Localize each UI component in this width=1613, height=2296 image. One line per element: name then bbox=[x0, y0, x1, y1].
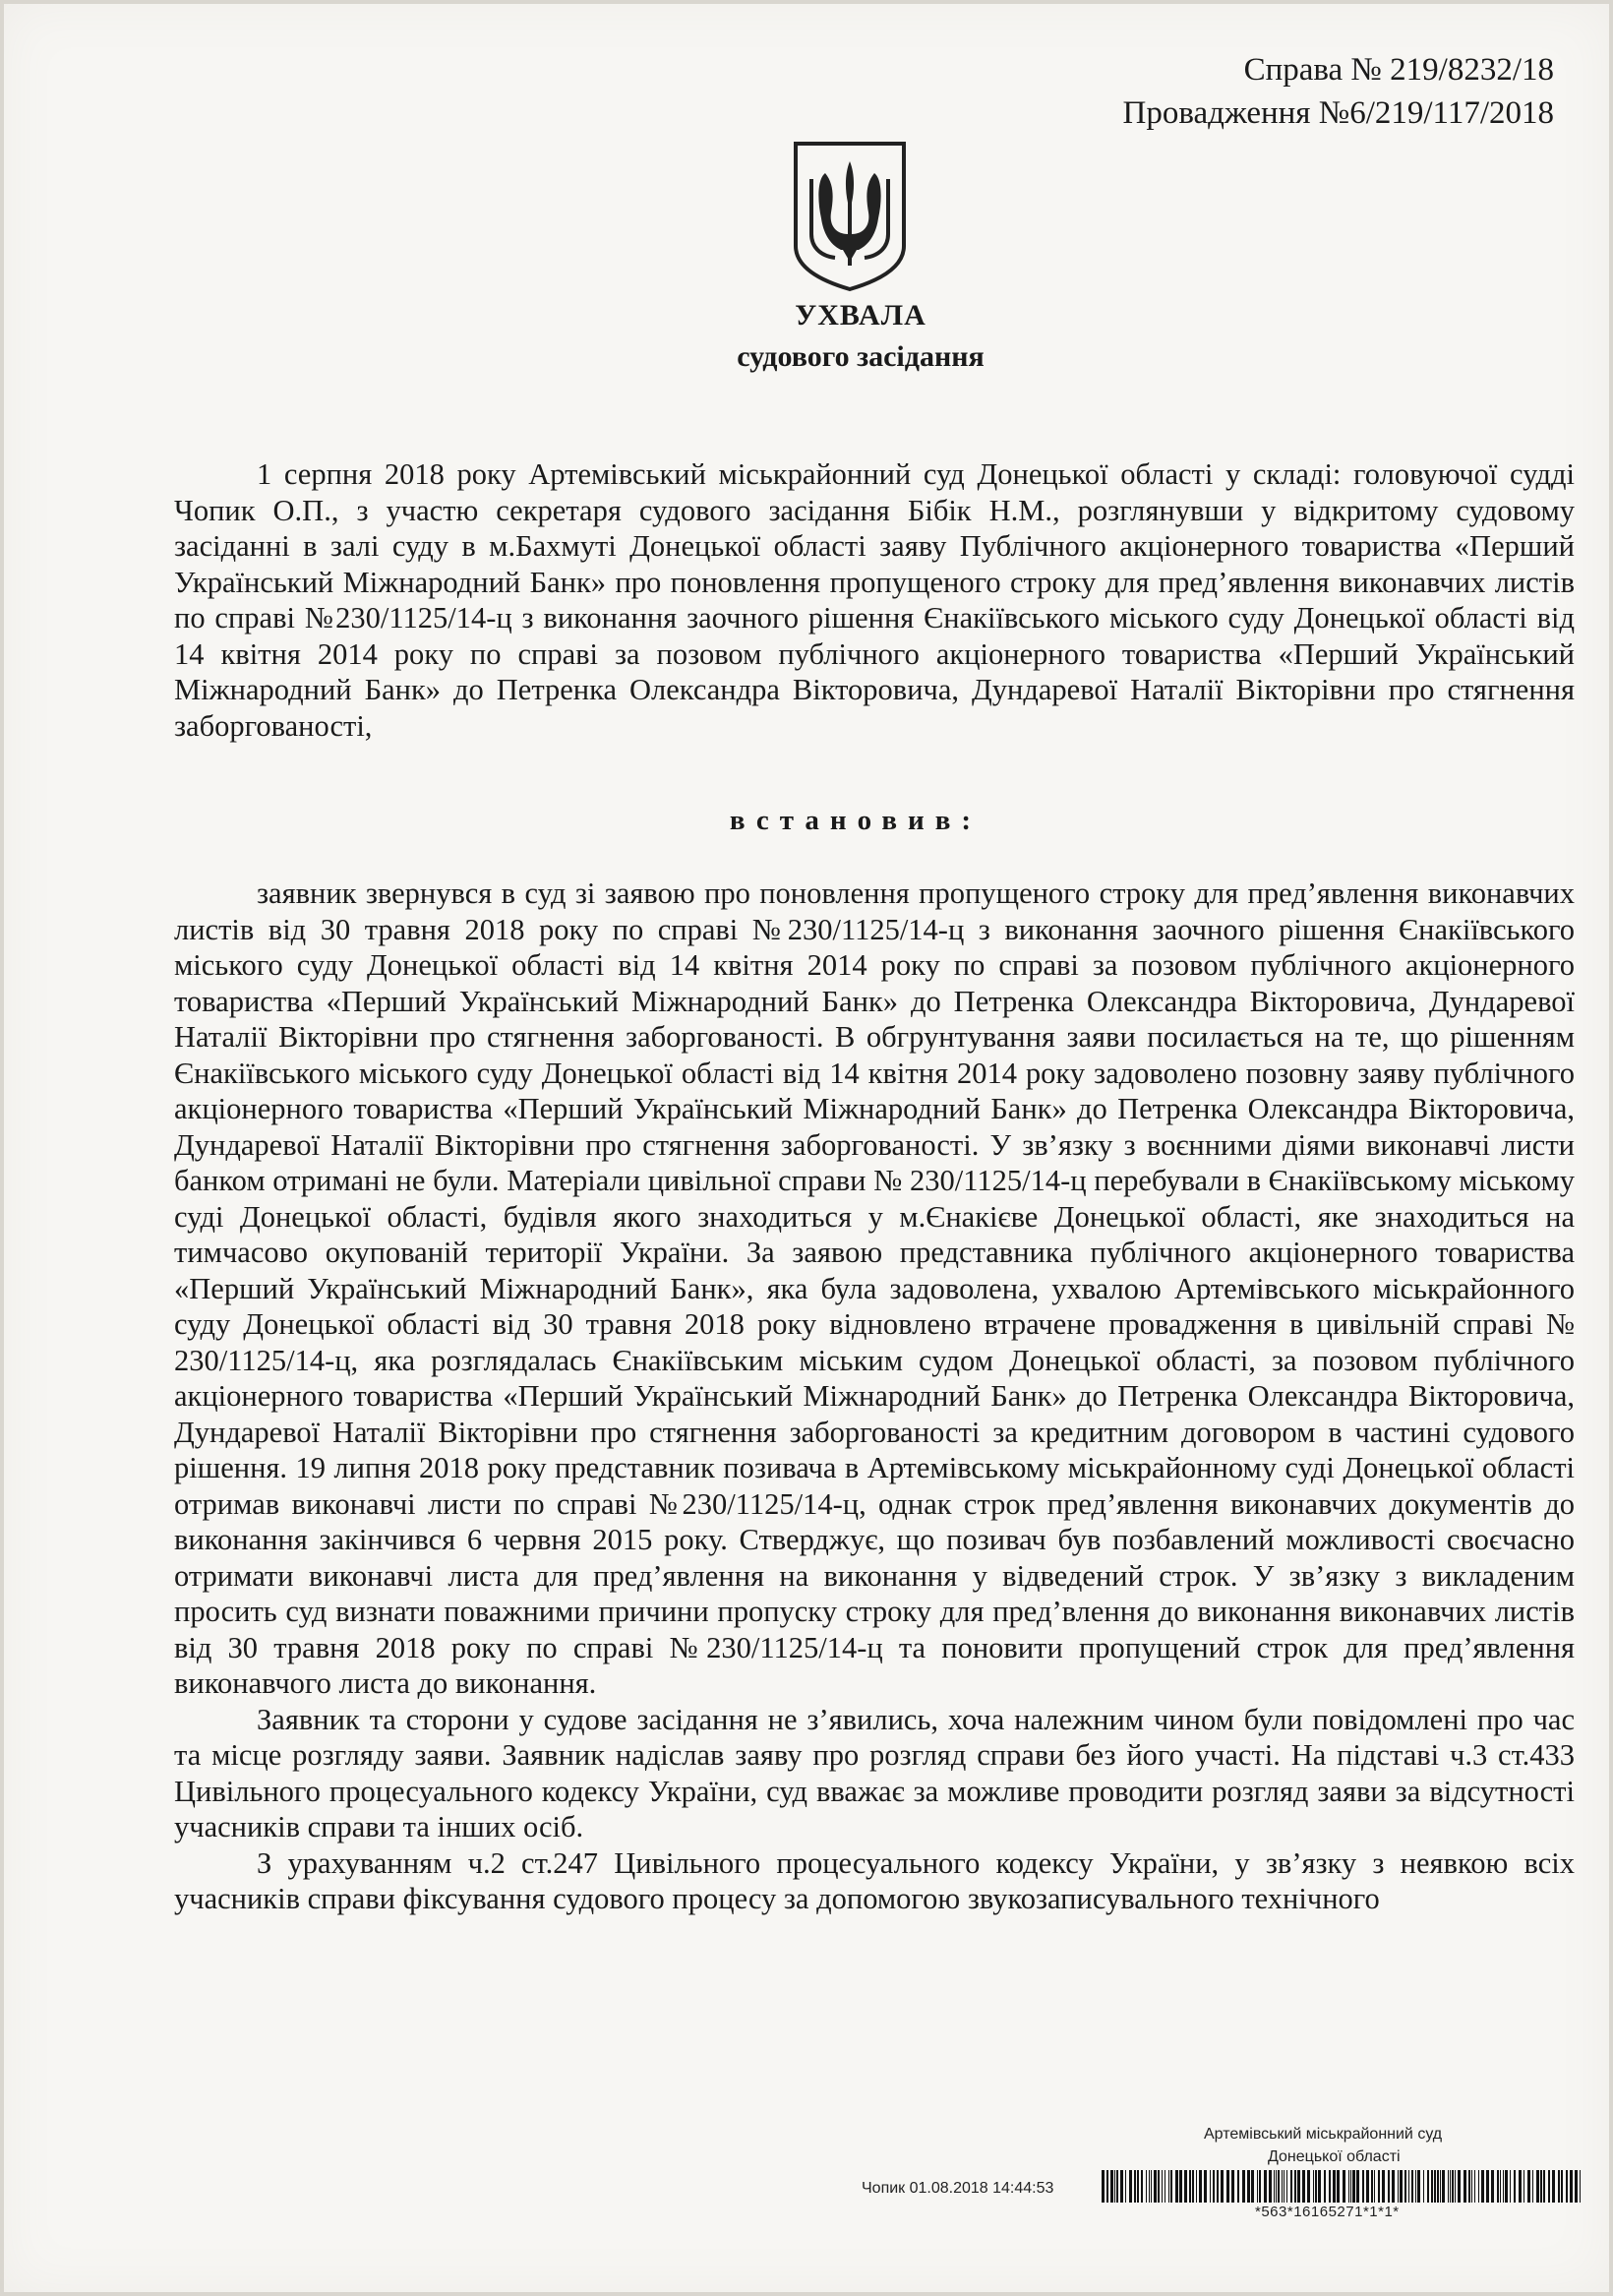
findings-paragraph-1: заявник звернувся в суд зі заявою про поновлення пропущеного строку для пред’явлення виконавчих листів від 30 травня 2018 року по справі №230/1125/14-ц з виконання заочного рішення Єнакіївського міського суду Донецької області від 14 квітня 2014 року по справі за позовом публічного акціонерного товариства «Перший Український Міжнародний Банк» до Петренка Олександра Вікторовича, Дундаревої Наталії Вікторівни про стягнення заборгованості. В обгрунтування заяви посилається на те, що рішенням Єнакіївського міського суду Донецької області від 14 квітня 2014 року задоволено позовну заяву публічного акціонерного товариства «Перший Український Міжнародний Банк» до Петренка Олександра Вікторовича, Дундаревої Наталії Вікторівни про стягнення заборгованості. У зв’язку з воєнними діями виконавчі листи банком отримані не були. Матеріали цивільної справи № 230/1125/14-ц перебували в Єнакіївському міському суді Донецької області, будівля якого знаходиться у м.Єнакієве Донецької області, яке знаходиться на тимчасово окупованій території України. За заявою представника публічного акціонерного товариства «Перший Український Міжнародний Банк», яка була задоволена, ухвалою Артемівського міськрайонного суду Донецької області від 30 травня 2018 року відновлено втрачене провадження в цивільній справі № 230/1125/14-ц, яка розглядалась Єнакіївським міським судом Донецької області, за позовом публічного акціонерного товариства «Перший Український Міжнародний Банк» до Петренка Олександра Вікторовича, Дундаревої Наталії Вікторівни про стягнення заборгованості за кредитним договором в частині судового рішення. 19 липня 2018 року представник позивача в Артемівському міськрайонному суді Донецької області отримав виконавчі листи по справі №230/1125/14-ц, однак строк пред’явлення виконавчих документів до виконання закінчився 6 червня 2015 року. Стверджує, що позивач був позбавлений можливості своєчасно отримати виконавчі листа для пред’явлення на виконання у відведений строк. У зв’язку з викладеним просить суд визнати поважними причини пропуску строку для пред’влення до виконання виконавчих листів від 30 травня 2018 року по справі №230/1125/14-ц та поновити пропущений строк для пред’явлення виконавчого листа до виконання. bbox=[174, 876, 1575, 1700]
barcode-bar bbox=[1343, 2170, 1345, 2203]
barcode-bar bbox=[1382, 2170, 1385, 2203]
barcode-bar bbox=[1558, 2170, 1560, 2203]
barcode-bar bbox=[1116, 2170, 1118, 2203]
barcode-bar bbox=[1114, 2170, 1115, 2203]
barcode-bar bbox=[1510, 2170, 1511, 2203]
barcode-bar bbox=[1324, 2170, 1326, 2203]
barcode-bar bbox=[1318, 2170, 1321, 2203]
barcode-bar bbox=[1247, 2170, 1250, 2203]
barcode-bar bbox=[1366, 2170, 1369, 2203]
barcode-bar bbox=[1458, 2170, 1461, 2203]
barcode-bar bbox=[1415, 2170, 1416, 2203]
barcode-bar bbox=[1106, 2170, 1108, 2203]
barcode-bar bbox=[1481, 2170, 1484, 2203]
intro-paragraph bbox=[174, 456, 1575, 744]
barcode-bar bbox=[1162, 2170, 1163, 2203]
barcode-bar bbox=[1374, 2170, 1375, 2203]
barcode-bar bbox=[1450, 2170, 1451, 2203]
barcode-bar bbox=[1102, 2170, 1105, 2203]
stamp-signer-datetime: Чопик 01.08.2018 14:44:53 bbox=[862, 2180, 1054, 2197]
barcode-bar bbox=[1434, 2170, 1436, 2203]
stamp-court-region: Донецької області bbox=[1268, 2148, 1401, 2165]
barcode-bar bbox=[1411, 2170, 1413, 2203]
barcode-bar bbox=[1129, 2170, 1132, 2203]
barcode-bar bbox=[1548, 2170, 1550, 2203]
barcode-bar bbox=[1417, 2170, 1420, 2203]
barcode-bar bbox=[1371, 2170, 1373, 2203]
barcode-bar bbox=[1431, 2170, 1433, 2203]
barcode-bar bbox=[1231, 2170, 1234, 2203]
barcode-bar bbox=[1348, 2170, 1349, 2203]
barcode-bar bbox=[1392, 2170, 1395, 2203]
barcode-text: *563*16165271*1*1* bbox=[1255, 2204, 1400, 2220]
barcode-bar bbox=[1196, 2170, 1197, 2203]
barcode-bar bbox=[1297, 2170, 1300, 2203]
barcode-bar bbox=[1269, 2170, 1272, 2203]
barcode-bar bbox=[1149, 2170, 1150, 2203]
barcode-bar bbox=[1350, 2170, 1351, 2203]
barcode-bar bbox=[1120, 2170, 1123, 2203]
findings-section bbox=[174, 876, 1575, 1917]
barcode-bar bbox=[1179, 2170, 1182, 2203]
barcode-bar bbox=[1362, 2170, 1364, 2203]
barcode-bar bbox=[1536, 2170, 1539, 2203]
document-title: УХВАЛА bbox=[795, 299, 926, 332]
barcode-bar bbox=[1540, 2170, 1542, 2203]
barcode-bar bbox=[1221, 2170, 1224, 2203]
barcode-bar bbox=[1154, 2170, 1157, 2203]
barcode-bar bbox=[1352, 2170, 1355, 2203]
barcode-bar bbox=[1204, 2170, 1207, 2203]
barcode-bar bbox=[1491, 2170, 1494, 2203]
barcode-bar bbox=[1134, 2170, 1136, 2203]
barcode-bar bbox=[1290, 2170, 1292, 2203]
barcode-bar bbox=[1146, 2170, 1147, 2203]
barcode-bar bbox=[1378, 2170, 1380, 2203]
barcode-bar bbox=[1561, 2170, 1563, 2203]
barcode-icon bbox=[1102, 2170, 1585, 2203]
barcode-bar bbox=[1282, 2170, 1283, 2203]
findings-paragraph-3: З урахуванням ч.2 ст.247 Цивільного процесуального кодексу України, у зв’язку з неявкою всіх учасників справи фіксування судового процесу за допомогою звукозаписувального технічного bbox=[174, 1845, 1575, 1915]
barcode-bar bbox=[1503, 2170, 1504, 2203]
barcode-bar bbox=[1543, 2170, 1545, 2203]
barcode-bar bbox=[1313, 2170, 1314, 2203]
proceeding-number: Провадження №6/219/117/2018 bbox=[1122, 95, 1554, 131]
barcode-bar bbox=[1464, 2170, 1466, 2203]
barcode-bar bbox=[1486, 2170, 1489, 2203]
barcode-bar bbox=[1237, 2170, 1239, 2203]
barcode-bar bbox=[1552, 2170, 1555, 2203]
barcode-bar bbox=[1448, 2170, 1449, 2203]
established-heading: встановив: bbox=[729, 805, 983, 836]
barcode-bar bbox=[1455, 2170, 1456, 2203]
barcode-bar bbox=[1315, 2170, 1317, 2203]
barcode-bar bbox=[1408, 2170, 1409, 2203]
barcode-bar bbox=[1151, 2170, 1152, 2203]
barcode-bar bbox=[1168, 2170, 1169, 2203]
barcode-bar bbox=[1400, 2170, 1403, 2203]
barcode-bar bbox=[1175, 2170, 1178, 2203]
barcode-bar bbox=[1276, 2170, 1277, 2203]
barcode-bar bbox=[1468, 2170, 1470, 2203]
barcode-bar bbox=[1257, 2170, 1258, 2203]
stamp-court-name: Артемівський міськрайонний суд bbox=[1204, 2126, 1443, 2143]
barcode-bar bbox=[1519, 2170, 1522, 2203]
barcode-bar bbox=[1251, 2170, 1254, 2203]
barcode-bar bbox=[1497, 2170, 1499, 2203]
barcode-bar bbox=[1500, 2170, 1501, 2203]
barcode-bar bbox=[1452, 2170, 1454, 2203]
intro-text: 1 серпня 2018 року Артемівський міськрайонний суд Донецької області у складі: головуючої судді Чопик О.П., з участю секретаря судового засідання Бібік Н.М., розглянувши у відкритому судовому засіданні в залі суду в м.Бахмуті Донецької області заяву Публічного акціонерного товариства «Перший Український Міжнародний Банк» про поновлення пропущеного строку для пред’явлення виконавчих листів по справі №230/1125/14-ц з виконання заочного рішення Єнакіївського міського суду Донецької області від 14 квітня 2014 року по справі за позовом публічного акціонерного товариства «Перший Український Міжнародний Банк» до Петренка Олександра Вікторовича, Дундаревої Наталії Вікторівни про стягнення заборгованості, bbox=[174, 457, 1575, 743]
barcode-bar bbox=[1264, 2170, 1267, 2203]
barcode-bar bbox=[1474, 2170, 1475, 2203]
case-number: Справа № 219/8232/18 bbox=[1243, 52, 1554, 88]
findings-paragraph-2: Заявник та сторони у судове засідання не з’явились, хоча належним чином були повідомлені про час та місце розгляду заяви. Заявник надіслав заяву про розгляд справи без його участі. На підставі ч.3 ст.433 Цивільного процесуального кодексу України, суд вважає за можливе проводити розгляд заяви за відсутності учасників справи та інших осіб. bbox=[174, 1702, 1575, 1843]
barcode-bar bbox=[1141, 2170, 1143, 2203]
barcode-bar bbox=[1189, 2170, 1191, 2203]
barcode-bar bbox=[1226, 2170, 1229, 2203]
barcode-bar bbox=[1404, 2170, 1406, 2203]
barcode-bar bbox=[1566, 2170, 1568, 2203]
barcode-bar bbox=[1217, 2170, 1219, 2203]
barcode-bar bbox=[1442, 2170, 1445, 2203]
barcode-bar bbox=[1286, 2170, 1287, 2203]
barcode-bar bbox=[1302, 2170, 1305, 2203]
barcode-bar bbox=[1170, 2170, 1172, 2203]
barcode-bar bbox=[1527, 2170, 1530, 2203]
barcode-bar bbox=[1423, 2170, 1424, 2203]
barcode-bar bbox=[1427, 2170, 1429, 2203]
barcode-bar bbox=[1329, 2170, 1331, 2203]
barcode-bar bbox=[1242, 2170, 1245, 2203]
barcode-bar bbox=[1294, 2170, 1296, 2203]
barcode-bar bbox=[1192, 2170, 1194, 2203]
barcode-bar bbox=[1471, 2170, 1472, 2203]
barcode-bar bbox=[1110, 2170, 1113, 2203]
barcode-bar bbox=[1199, 2170, 1202, 2203]
barcode-bar bbox=[1337, 2170, 1340, 2203]
barcode-bar bbox=[1437, 2170, 1439, 2203]
coat-of-arms-of-ukraine-icon bbox=[792, 140, 908, 293]
barcode-bar bbox=[1532, 2170, 1533, 2203]
barcode-bar bbox=[1274, 2170, 1275, 2203]
barcode-bar bbox=[1523, 2170, 1524, 2203]
barcode-bar bbox=[1137, 2170, 1139, 2203]
document-subtitle: судового засідання bbox=[737, 340, 985, 373]
barcode-bar bbox=[1570, 2170, 1573, 2203]
barcode-bar bbox=[1213, 2170, 1215, 2203]
barcode-bar bbox=[1505, 2170, 1508, 2203]
barcode-bar bbox=[1333, 2170, 1336, 2203]
barcode-bar bbox=[1356, 2170, 1359, 2203]
barcode-bar bbox=[1184, 2170, 1187, 2203]
barcode-bar bbox=[1158, 2170, 1160, 2203]
barcode-bar bbox=[1398, 2170, 1399, 2203]
barcode-bar bbox=[1125, 2170, 1126, 2203]
barcode-bar bbox=[1259, 2170, 1261, 2203]
barcode-bar bbox=[1478, 2170, 1479, 2203]
barcode-bar bbox=[1278, 2170, 1280, 2203]
barcode-bar bbox=[1210, 2170, 1211, 2203]
barcode-bar bbox=[1514, 2170, 1516, 2203]
barcode-bar bbox=[1580, 2170, 1581, 2203]
barcode-bar bbox=[1307, 2170, 1310, 2203]
barcode-bar bbox=[1440, 2170, 1441, 2203]
barcode-bar bbox=[1388, 2170, 1390, 2203]
barcode-bar bbox=[1575, 2170, 1578, 2203]
